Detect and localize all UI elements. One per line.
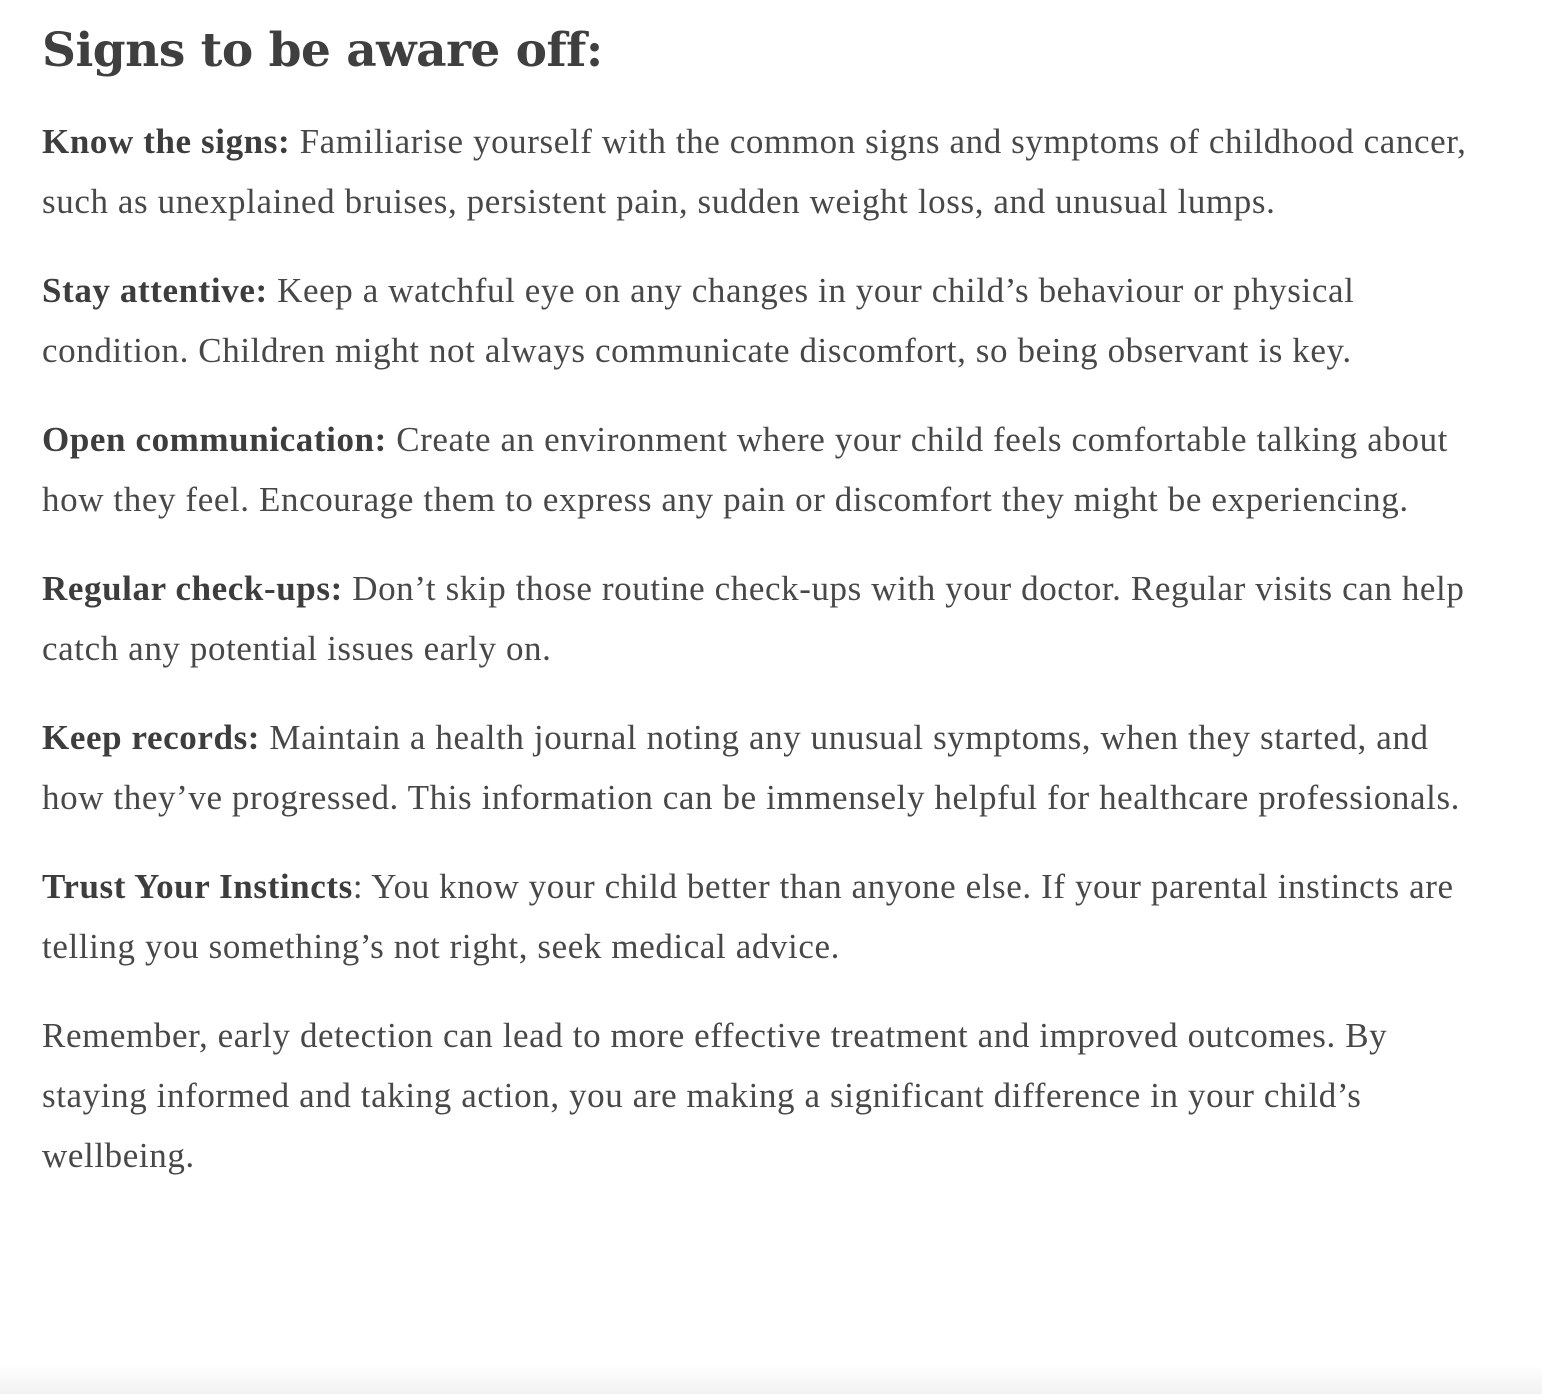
regular-check-ups-paragraph bbox=[42, 559, 1492, 679]
know-the-signs-paragraph bbox=[42, 112, 1492, 232]
paragraph-text: : You know your child better than anyone else. If your parental instincts are telling you something’s not right, seek medical advice. bbox=[42, 867, 1454, 966]
paragraph-text: Don’t skip those routine check-ups with your doctor. Regular visits can help catch any potential issues early on. bbox=[42, 569, 1465, 668]
paragraph-term: Stay attentive: bbox=[42, 271, 268, 310]
paragraph-text: Maintain a health journal noting any unusual symptoms, when they started, and how they’ve progressed. This information can be immensely helpful for healthcare professionals. bbox=[42, 718, 1461, 817]
bottom-edge-shadow bbox=[0, 1364, 1542, 1394]
section-heading: Signs to be aware off: bbox=[42, 23, 603, 78]
keep-records-paragraph bbox=[42, 708, 1492, 828]
paragraph-term: Keep records: bbox=[42, 718, 261, 757]
open-communication-paragraph bbox=[42, 410, 1492, 530]
paragraph-term: Trust Your Instincts bbox=[42, 867, 353, 906]
paragraph-text: Familiarise yourself with the common signs and symptoms of childhood cancer, such as unexplained bruises, persistent pain, sudden weight loss, and unusual lumps. bbox=[42, 122, 1467, 221]
trust-your-instincts-paragraph bbox=[42, 857, 1492, 977]
paragraph-term: Open communication: bbox=[42, 420, 387, 459]
paragraph-text: Create an environment where your child feels comfortable talking about how they feel. Encourage them to express any pain or discomfort they might be experiencing. bbox=[42, 420, 1448, 519]
paragraph-term: Regular check-ups: bbox=[42, 569, 343, 608]
closing-paragraph: Remember, early detection can lead to more effective treatment and improved outcomes. By staying informed and taking action, you are making a significant difference in your child’s wellbeing. bbox=[42, 1016, 1388, 1175]
paragraph-term: Know the signs: bbox=[42, 122, 291, 161]
article-body bbox=[42, 20, 1492, 1215]
stay-attentive-paragraph bbox=[42, 261, 1492, 381]
paragraph-text: Keep a watchful eye on any changes in your child’s behaviour or physical condition. Children might not always communicate discomfort, so being observant is key. bbox=[42, 271, 1355, 370]
